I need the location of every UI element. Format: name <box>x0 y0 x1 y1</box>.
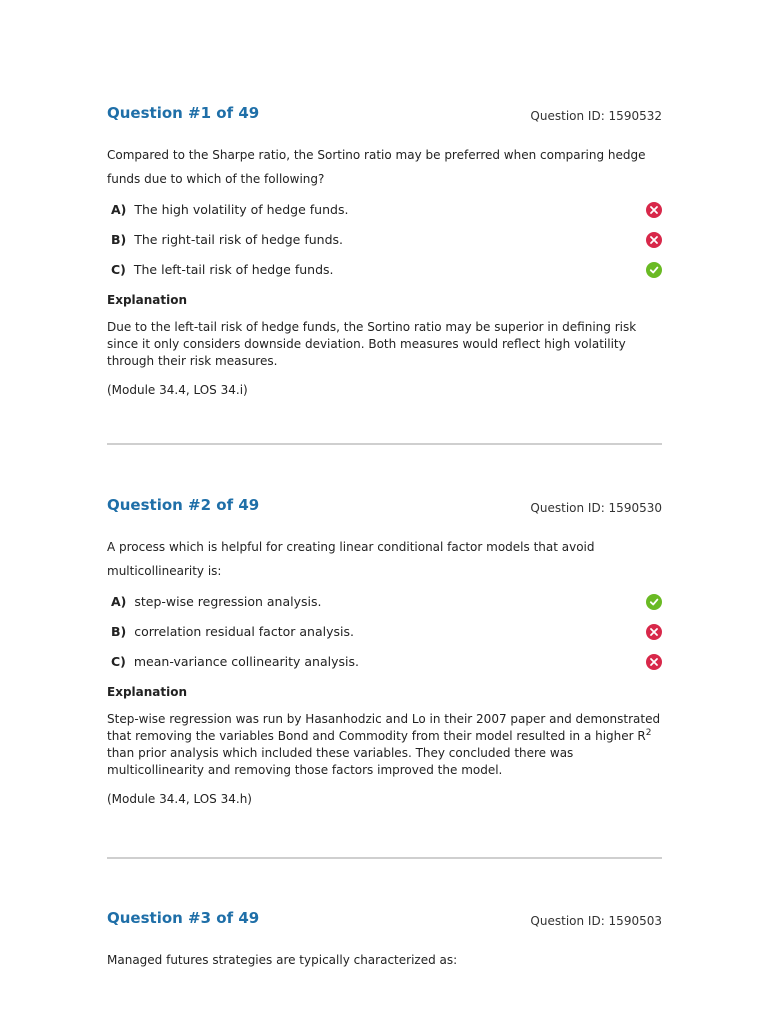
x-circle-icon <box>646 232 662 248</box>
x-circle-icon <box>646 202 662 218</box>
x-circle-icon <box>646 654 662 670</box>
explanation-text-part: than prior analysis which included these variables. They concluded there was multicollinearity and removing those factors improved the model. <box>107 746 574 777</box>
question-header <box>107 909 662 933</box>
question-stem: Managed futures strategies are typically characterized as: <box>107 953 458 967</box>
option-letter: A) <box>111 202 127 217</box>
option-text: The right-tail risk of hedge funds. <box>134 232 343 247</box>
answer-option-b[interactable] <box>107 225 662 255</box>
x-circle-icon <box>646 624 662 640</box>
answer-option-a[interactable] <box>107 195 662 225</box>
answer-options <box>107 587 662 677</box>
option-letter: B) <box>111 624 127 639</box>
option-text: step-wise regression analysis. <box>134 594 322 609</box>
question-title: Question #2 of 49 <box>107 496 260 514</box>
question-block <box>107 104 662 399</box>
divider <box>107 857 662 859</box>
question-block <box>107 909 662 972</box>
answer-option-a[interactable] <box>107 587 662 617</box>
explanation-text: Due to the left-tail risk of hedge funds, the Sortino ratio may be superior in defining risk since it only considers downside deviation. Both measures would reflect high volatility through their risk measures. <box>107 320 637 368</box>
option-letter: C) <box>111 654 126 669</box>
question-id: Question ID: 1590532 <box>530 109 662 123</box>
answer-options <box>107 195 662 285</box>
option-letter: A) <box>111 594 127 609</box>
answer-option-b[interactable] <box>107 617 662 647</box>
answer-option-c[interactable] <box>107 647 662 677</box>
check-circle-icon <box>646 594 662 610</box>
module-reference: (Module 34.4, LOS 34.i) <box>107 383 248 397</box>
question-title: Question #3 of 49 <box>107 909 260 927</box>
module-reference: (Module 34.4, LOS 34.h) <box>107 792 252 806</box>
question-id: Question ID: 1590503 <box>530 914 662 928</box>
option-text: The high volatility of hedge funds. <box>134 202 349 217</box>
explanation-heading: Explanation <box>107 685 188 699</box>
question-header <box>107 104 662 128</box>
divider <box>107 443 662 445</box>
question-stem: A process which is helpful for creating linear conditional factor models that avoid multicollinearity is: <box>107 540 595 578</box>
explanation-text <box>107 711 662 779</box>
option-text: The left-tail risk of hedge funds. <box>133 262 334 277</box>
question-title: Question #1 of 49 <box>107 104 260 122</box>
question-block <box>107 496 662 808</box>
question-stem: Compared to the Sharpe ratio, the Sortino ratio may be preferred when comparing hedge funds due to which of the following? <box>107 148 646 186</box>
option-letter: C) <box>111 262 126 277</box>
superscript: 2 <box>645 728 652 738</box>
check-circle-icon <box>646 262 662 278</box>
explanation-text-part: Step-wise regression was run by Hasanhodzic and Lo in their 2007 paper and demonstrated that removing the variables Bond and Commodity from their model resulted in a higher R <box>107 712 661 743</box>
answer-option-c[interactable] <box>107 255 662 285</box>
option-text: mean-variance collinearity analysis. <box>133 654 359 669</box>
question-id: Question ID: 1590530 <box>530 501 662 515</box>
option-text: correlation residual factor analysis. <box>134 624 354 639</box>
explanation-heading: Explanation <box>107 293 188 307</box>
question-header <box>107 496 662 520</box>
option-letter: B) <box>111 232 127 247</box>
